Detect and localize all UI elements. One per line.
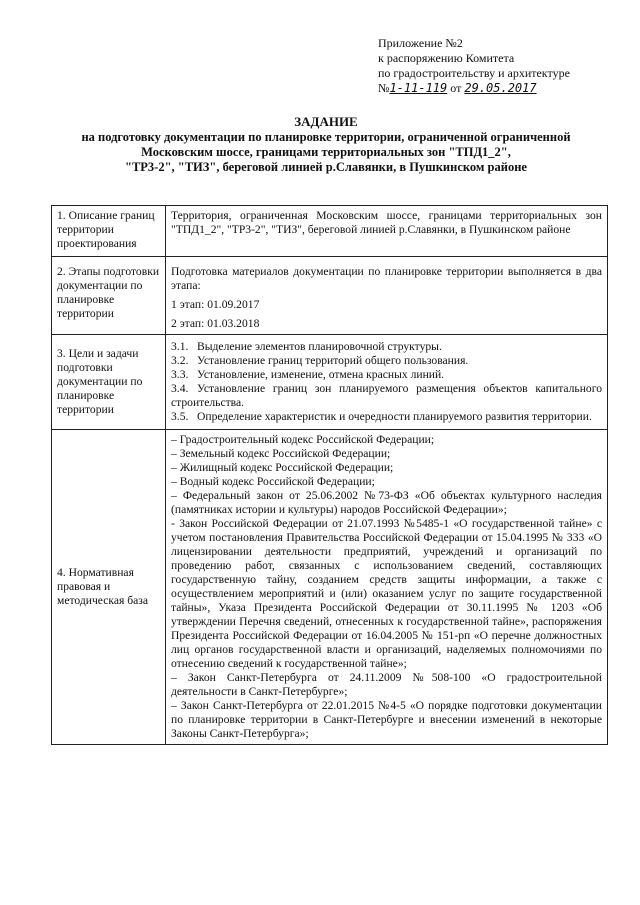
stage-1: 1 этап: 01.09.2017: [171, 298, 260, 311]
table-row: [52, 206, 608, 257]
appendix-line-3: по градостроительству и архитектуре: [378, 66, 570, 80]
list-item: – Градостроительный кодекс Российской Федерации;: [171, 433, 435, 446]
list-item: – Земельный кодекс Российской Федерации;: [171, 447, 391, 460]
number-prefix: №: [378, 81, 390, 95]
list-item: – Закон Санкт-Петербурга от 22.01.2015 №4-5 «О порядке подготовки документации по планировке территории в Санкт-Петербурге и внесении изменений в некоторые Законы Санкт-Петербурга»;: [171, 699, 602, 740]
list-item: – Жилищный кодекс Российской Федерации;: [171, 461, 394, 474]
list-item: - Закон Российской Федерации от 21.07.1993 №5485-1 «О государственной тайне» с учетом постановления Правительства Российской Федерации от 15.04.1995 № 333 «О лицензировании деятельности предприятий, учреждений и организаций по проведению работ, связанных с использованием сведений, составляющих государственную тайну, созданием средств защиты информации, а также с осуществлением мероприятий и (или) оказанием услуг по защите государственной тайны», Указа Президента Российской Федерации от 30.11.1995 № 1203 «Об утверждении Перечня сведений, отнесенных к государственной тайне», распоряжения Президента Российской Федерации от 16.04.2005 № 151-рп «О перечне должностных лиц органов государственной власти и организаций, наделяемых полномочиями по отнесению сведений к государственной тайне»;: [171, 517, 602, 670]
title-line-3: "ТР3-2", "ТИЗ", береговой линией р.Славянки, в Пушкинском районе: [125, 160, 527, 174]
list-item: 3.5. Определение характеристик и очередности планируемого развития территории.: [171, 410, 592, 423]
list-item: 3.3. Установление, изменение, отмена красных линий.: [171, 368, 445, 381]
list-item: – Водный кодекс Российской Федерации;: [171, 475, 375, 488]
list-item: – Федеральный закон от 25.06.2002 №73-ФЗ «Об объектах культурного наследия (памятниках истории и культуры) народов Российской Федерации»;: [171, 489, 602, 516]
task-table: [51, 205, 608, 745]
stage-2: 2 этап: 01.03.2018: [171, 317, 260, 330]
list-item: – Закон Санкт-Петербурга от 24.11.2009 №508-100 «О градостроительной деятельности в Санкт-Петербурге»;: [171, 671, 602, 698]
appendix-line-2: к распоряжению Комитета: [378, 51, 515, 65]
row-label: 2. Этапы подготовки документации по планировке территории: [52, 257, 166, 335]
row-label: 3. Цели и задачи подготовки документации по планировке территории: [52, 335, 166, 430]
list-item: 3.2. Установление границ территорий общего пользования.: [171, 354, 469, 367]
row-content: [166, 335, 608, 430]
handwritten-date: 29.05.2017: [464, 81, 537, 95]
row-content: [166, 430, 608, 745]
date-prefix: от: [450, 81, 462, 95]
document-title: [40, 114, 612, 175]
row-content: [166, 257, 608, 335]
appendix-number-date: [378, 81, 623, 96]
row-label: 1. Описание границ территории проектирования: [52, 206, 166, 257]
title-line-2: Московским шоссе, границами территориальных зон "ТПД1_2",: [141, 145, 511, 159]
table-row: [52, 335, 608, 430]
row-label: 4. Нормативная правовая и методическая база: [52, 430, 166, 745]
appendix-block: [378, 36, 623, 96]
appendix-line-1: Приложение №2: [378, 36, 463, 50]
title-heading: ЗАДАНИЕ: [294, 114, 358, 129]
table-row: [52, 430, 608, 745]
list-item: 3.1. Выделение элементов планировочной структуры.: [171, 340, 442, 353]
stages-intro: Подготовка материалов документации по планировке территории выполняется в два этапа:: [171, 265, 602, 292]
handwritten-number: 1-11-119: [389, 81, 448, 95]
table-row: [52, 257, 608, 335]
row-content: Территория, ограниченная Московским шоссе, границами территориальных зон "ТПД1_2", "ТР3-2", "ТИЗ", береговой линией р.Славянки, в Пушкинском районе: [166, 206, 608, 257]
list-item: 3.4. Установление границ зон планируемого размещения объектов капитального строительства.: [171, 382, 602, 409]
title-line-1: на подготовку документации по планировке территории, ограниченной ограниченной: [81, 130, 571, 144]
